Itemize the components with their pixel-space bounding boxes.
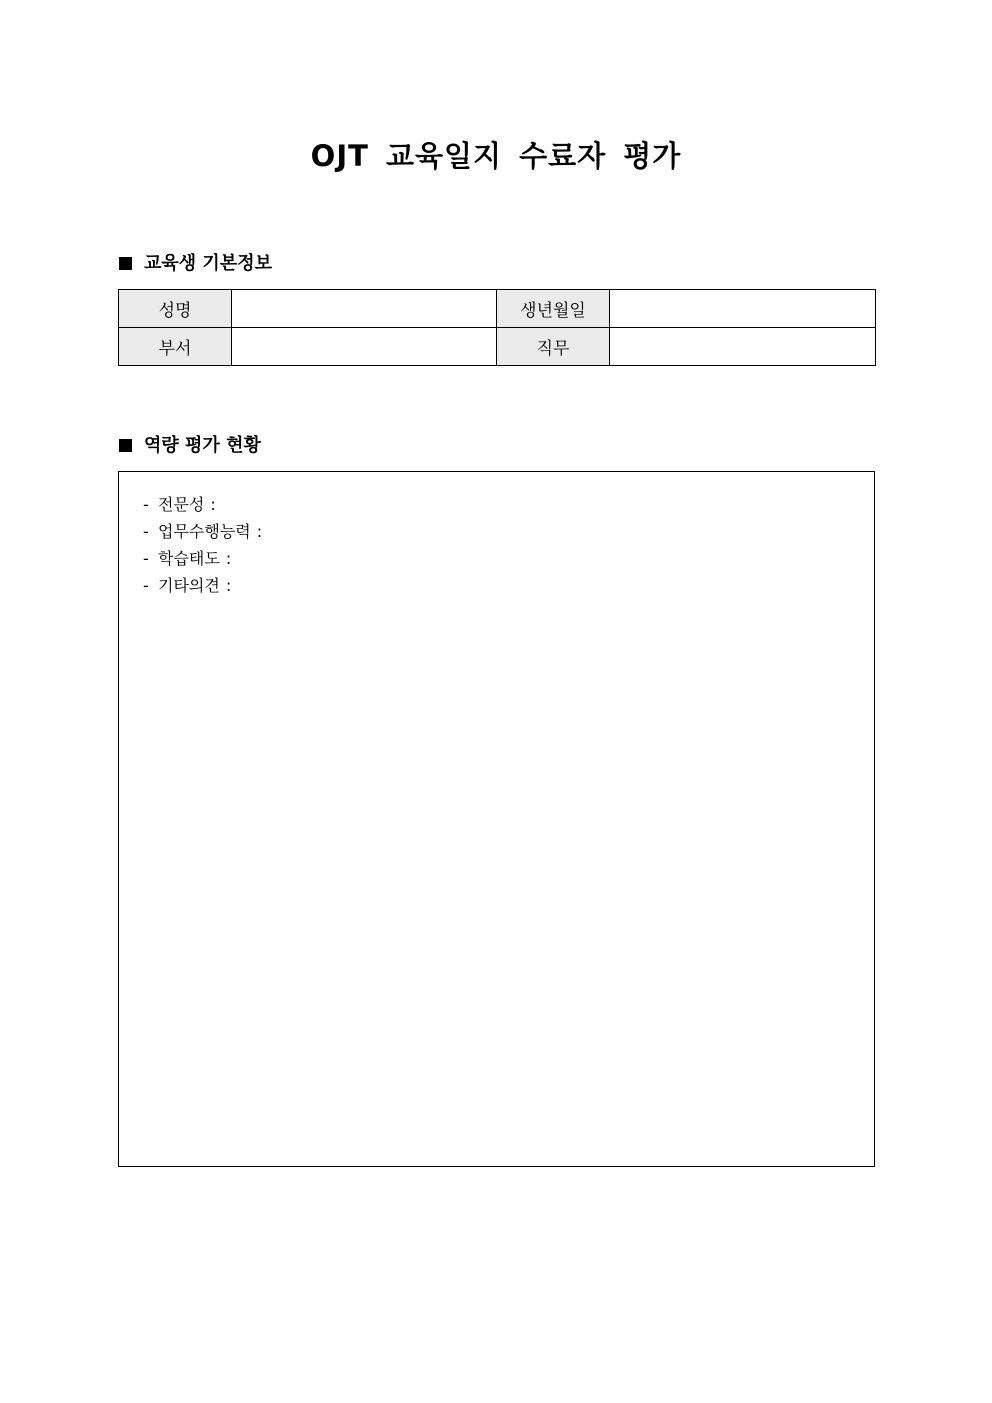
- square-bullet-icon: [119, 439, 132, 452]
- square-bullet-icon: [119, 257, 132, 270]
- job-field[interactable]: [610, 328, 876, 366]
- dash: -: [143, 495, 149, 514]
- section-heading-basic-info: [119, 252, 272, 276]
- department-label: 부서: [119, 328, 232, 366]
- section-heading-competency: [119, 434, 261, 458]
- dash: -: [143, 522, 149, 541]
- basic-info-table: [118, 289, 876, 366]
- list-item: [143, 491, 874, 518]
- name-label: 성명: [119, 290, 232, 328]
- evaluation-list: [119, 472, 874, 599]
- section-heading-label: 교육생 기본정보: [144, 253, 272, 274]
- table-row: [119, 328, 876, 366]
- page-title: OJT 교육일지 수료자 평가: [310, 139, 682, 173]
- colon: :: [225, 576, 232, 595]
- competency-evaluation-box[interactable]: [118, 471, 875, 1167]
- section-heading-label: 역량 평가 현황: [144, 435, 261, 456]
- list-item: [143, 518, 874, 545]
- evaluation-item-label: 업무수행능력: [158, 522, 251, 541]
- table-row: [119, 290, 876, 328]
- list-item: [143, 545, 874, 572]
- birthdate-field[interactable]: [610, 290, 876, 328]
- department-field[interactable]: [232, 328, 497, 366]
- list-item: [143, 572, 874, 599]
- evaluation-item-label: 학습태도: [158, 549, 220, 568]
- colon: :: [210, 495, 216, 514]
- dash: -: [143, 576, 149, 595]
- evaluation-item-label: 전문성: [158, 495, 205, 514]
- colon: :: [225, 549, 232, 568]
- evaluation-item-label: 기타의견: [158, 576, 220, 595]
- name-field[interactable]: [232, 290, 497, 328]
- dash: -: [143, 549, 149, 568]
- colon: :: [256, 522, 263, 541]
- job-label: 직무: [497, 328, 610, 366]
- birthdate-label: 생년월일: [497, 290, 610, 328]
